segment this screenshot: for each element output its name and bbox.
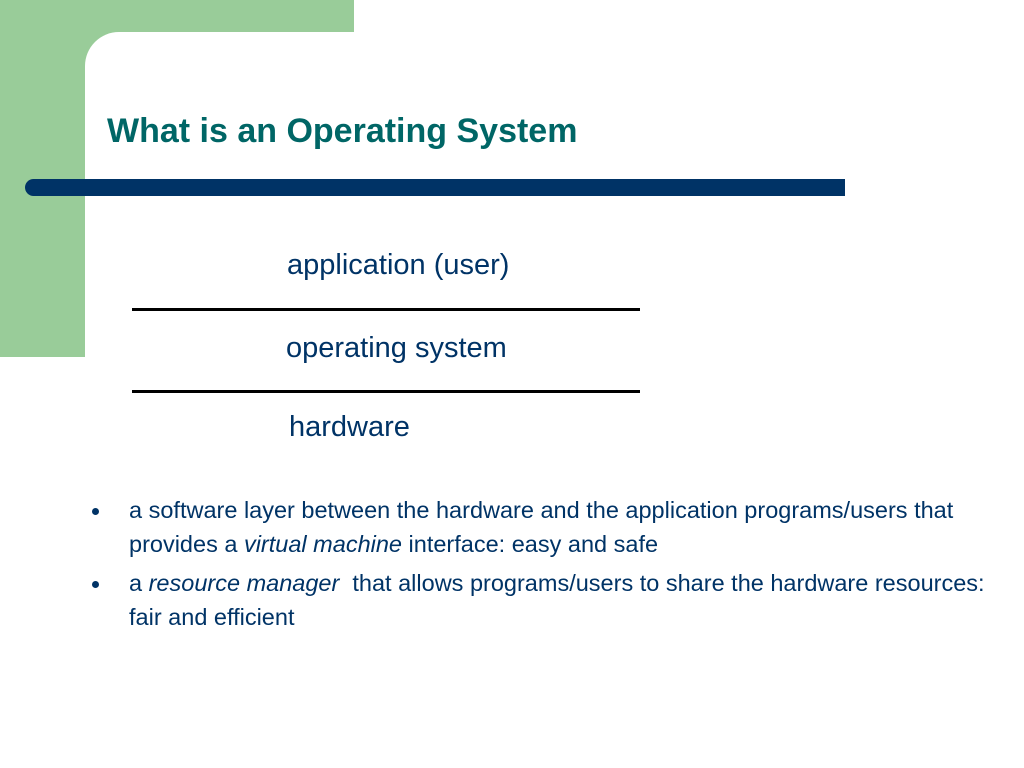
bullet-list — [90, 493, 990, 639]
layer-os-label: operating system — [286, 332, 507, 364]
bullet-emphasis: resource manager — [148, 570, 340, 596]
bullet-icon — [92, 581, 99, 588]
list-item — [90, 566, 990, 634]
list-item — [90, 493, 990, 561]
layer-divider-bottom — [132, 390, 640, 393]
layer-hardware-label: hardware — [289, 411, 410, 443]
bullet-text: a — [129, 570, 149, 596]
bullet-emphasis: virtual machine — [243, 531, 402, 557]
slide-title: What is an Operating System — [107, 112, 578, 150]
layer-application-label: application (user) — [287, 249, 510, 281]
layer-divider-top — [132, 308, 640, 311]
title-underline-bar — [25, 179, 845, 196]
bullet-text: that allows programs/users to share the hardware resources: fair and efficient — [129, 570, 992, 630]
bullet-icon — [92, 508, 99, 515]
bullet-text: interface: easy and safe — [402, 531, 659, 557]
bullet-text: a software layer between the hardware and the application programs/users that provides a — [129, 497, 954, 557]
